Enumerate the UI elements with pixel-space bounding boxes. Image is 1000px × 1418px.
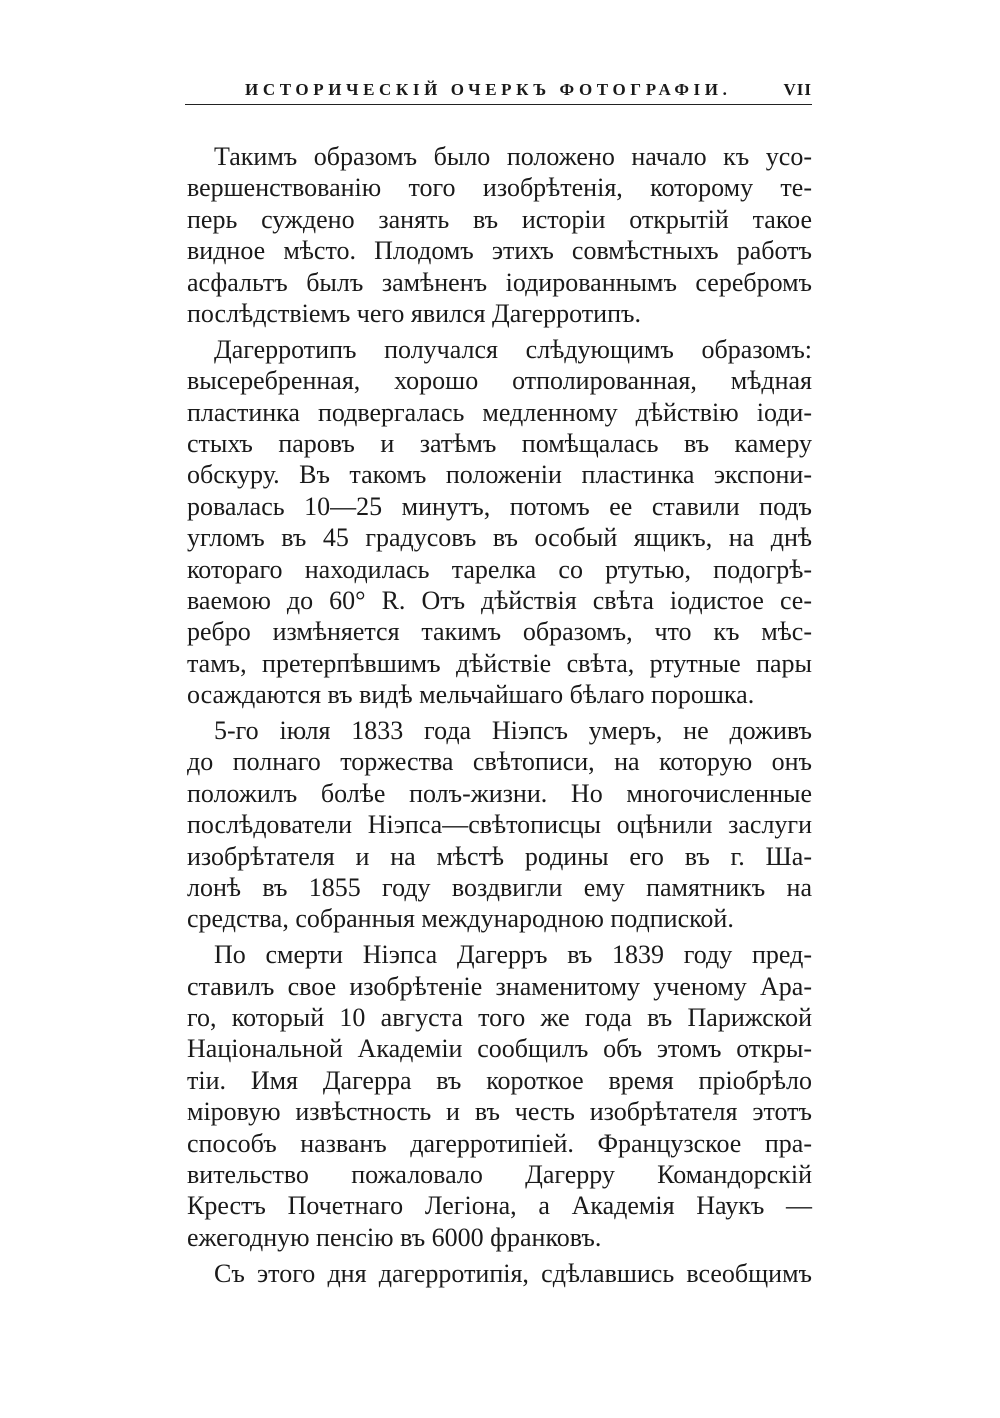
text-line: пластинка подвергалась медленному дѣйствію іоди-	[187, 397, 812, 427]
text-line: Крестъ Почетнаго Легіона, а Академія Наукъ —	[187, 1191, 812, 1221]
text-line: послѣдователи Ніэпса—свѣтописцы оцѣнили заслуги	[187, 810, 812, 840]
text-line: послѣдствіемъ чего явился Дагерротипъ.	[187, 298, 641, 328]
text-line: По смерти Ніэпса Дагерръ въ 1839 году пред-	[214, 940, 812, 970]
text-line: Дагерротипъ получался слѣдующимъ образомъ:	[214, 334, 812, 364]
text-line: Такимъ образомъ было положено начало къ усо-	[214, 142, 812, 171]
text-line: міровую извѣстность и въ честь изобрѣтателя этотъ	[187, 1097, 812, 1127]
page-body	[187, 141, 812, 1294]
text-line: Съ этого дня дагерротипія, сдѣлавшись всеобщимъ	[214, 1258, 812, 1288]
paragraph	[187, 1258, 812, 1289]
text-line: ставилъ свое изобрѣтеніе знаменитому ученому Ара-	[187, 971, 812, 1001]
text-line: тамъ, претерпѣвшимъ дѣйствіе свѣта, ртутные пары	[187, 648, 812, 678]
text-line: ровалась 10—25 минутъ, потомъ ее ставили подъ	[187, 491, 812, 521]
text-line: обскуру. Въ такомъ положеніи пластинка экспони-	[187, 460, 812, 490]
text-line: Національной Академіи сообщилъ объ этомъ откры-	[187, 1034, 812, 1064]
text-line: средства, собранныя международною подпиской.	[187, 904, 734, 934]
text-line: осаждаются въ видѣ мельчайшаго бѣлаго порошка.	[187, 680, 755, 710]
text-line: способъ названъ дагерротипіей. Французское пра-	[187, 1128, 812, 1158]
running-header-title: ИСТОРИЧЕСКІЙ ОЧЕРКЪ ФОТОГРАФІИ.	[245, 80, 732, 99]
text-line: асфальтъ былъ замѣненъ іодированнымъ серебромъ	[187, 267, 812, 297]
text-line: перь суждено занять въ исторіи открытій такое	[187, 204, 812, 234]
text-line: видное мѣсто. Плодомъ этихъ совмѣстныхъ работъ	[187, 236, 812, 266]
text-line: го, который 10 августа того же года въ Парижской	[187, 1003, 812, 1033]
text-line: стыхъ паровъ и затѣмъ помѣщалась въ камеру	[187, 429, 812, 459]
text-line: угломъ въ 45 градусовъ въ особый ящикъ, на днѣ	[187, 523, 812, 553]
paragraph	[187, 939, 812, 1253]
text-line: ребро измѣняется такимъ образомъ, что къ мѣс-	[187, 617, 812, 647]
text-line: ежегодную пенсію въ 6000 франковъ.	[187, 1222, 602, 1252]
text-line: вершенствованію того изобрѣтенія, которому те-	[187, 173, 812, 203]
text-line: высеребренная, хорошо отполированная, мѣдная	[187, 366, 812, 396]
paragraph	[187, 141, 812, 329]
paragraph	[187, 334, 812, 711]
text-line: лонѣ въ 1855 году воздвигли ему памятникъ на	[187, 872, 812, 902]
page-number: VII	[783, 80, 812, 99]
text-line: вительство пожаловало Дагерру Командорскій	[187, 1160, 812, 1189]
text-line: ваемою до 60° R. Отъ дѣйствія свѣта іодистое се-	[187, 585, 812, 615]
text-line: котораго находилась тарелка со ртутью, подогрѣ-	[187, 554, 812, 584]
text-line: тіи. Имя Дагерра въ короткое время пріобрѣло	[187, 1065, 812, 1095]
text-line: до полнаго торжества свѣтописи, на которую онъ	[187, 747, 812, 777]
text-line: положилъ болѣе полъ-жизни. Но многочисленные	[187, 778, 812, 808]
header-rule	[185, 104, 812, 105]
paragraph	[187, 715, 812, 935]
text-line: 5-го іюля 1833 года Ніэпсъ умеръ, не доживъ	[214, 716, 812, 746]
text-line: изобрѣтателя и на мѣстѣ родины его въ г. Ша-	[187, 841, 812, 871]
running-header	[187, 80, 812, 106]
